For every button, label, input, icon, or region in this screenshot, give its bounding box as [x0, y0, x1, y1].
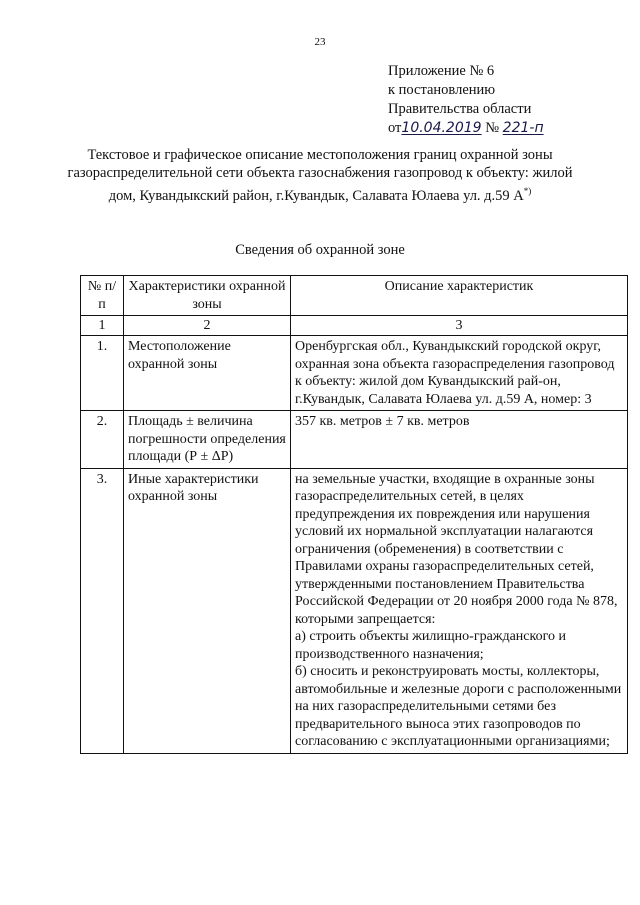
document-title-text: Текстовое и графическое описание местоположения границ охранной зоны газораспределительной сети объекта газоснабжения газопровод к объекту: жилой дом, Кувандыкский район, г.Кувандык, Салавата Юлаева ул. д.59 А [67, 147, 573, 204]
appendix-date-line [388, 119, 544, 138]
page-number: 23 [314, 36, 326, 48]
appendix-from-prefix: от [388, 120, 402, 136]
appendix-number-prefix: № [485, 120, 500, 136]
row-description-item-b: б) сносить и реконструировать мосты, коллекторы, автомобильные и железные дороги с расположенными на них газораспределительными сетями без предварительного выноса этих газопроводов по согласованию с эксплуатационными организациями; [295, 664, 622, 749]
col-number-1: 1 [81, 316, 124, 336]
footnote-mark: *) [523, 186, 532, 196]
row-description: Оренбургская обл., Кувандыкский городской округ, охранная зона объекта газораспределения газопровод к объекту: жилой дом Кувандыкский рай-он, г.Кувандык, Салавата Юлаева ул. д.59 А, номер: 3 [291, 336, 628, 411]
header-characteristics: Характеристики охранной зоны [124, 276, 291, 316]
col-number-2: 2 [124, 316, 291, 336]
appendix-line-3: Правительства области [388, 101, 532, 117]
section-subtitle: Сведения об охранной зоне [235, 242, 405, 258]
table-row [81, 468, 628, 753]
handwritten-number: 221-п [502, 120, 544, 136]
row-number: 3. [81, 468, 124, 753]
table-header-row [81, 276, 628, 316]
document-title [60, 146, 580, 205]
row-number: 2. [81, 411, 124, 469]
row-characteristic: Площадь ± величина погрешности определения площади (Р ± ΔР) [124, 411, 291, 469]
row-description-main: на земельные участки, входящие в охранные зоны газораспределительных сетей, в целях предупреждения их повреждения или нарушения условий их нормальной эксплуатации налагаются ограничения (обременения) в соответствии с Правилами охраны газораспределительных сетей, утвержденными постановлением Правительства Российской Федерации от 20 ноября 2000 года № 878, которыми запрещается: [295, 471, 618, 627]
table-row [81, 411, 628, 469]
row-characteristic: Местоположение охранной зоны [124, 336, 291, 411]
header-description: Описание характеристик [291, 276, 628, 316]
handwritten-date: 10.04.2019 [401, 120, 482, 136]
row-description-item-a: а) строить объекты жилищно-гражданского и производственного назначения; [295, 629, 566, 662]
appendix-block [388, 62, 544, 138]
col-number-3: 3 [291, 316, 628, 336]
row-number: 1. [81, 336, 124, 411]
appendix-line-1: Приложение № 6 [388, 63, 495, 79]
appendix-line-2: к постановлению [388, 82, 496, 98]
table-row [81, 336, 628, 411]
column-number-row [81, 316, 628, 336]
row-description: 357 кв. метров ± 7 кв. метров [291, 411, 628, 469]
header-num: № п/п [81, 276, 124, 316]
zone-info-table [80, 275, 628, 754]
row-description [291, 468, 628, 753]
row-characteristic: Иные характеристики охранной зоны [124, 468, 291, 753]
